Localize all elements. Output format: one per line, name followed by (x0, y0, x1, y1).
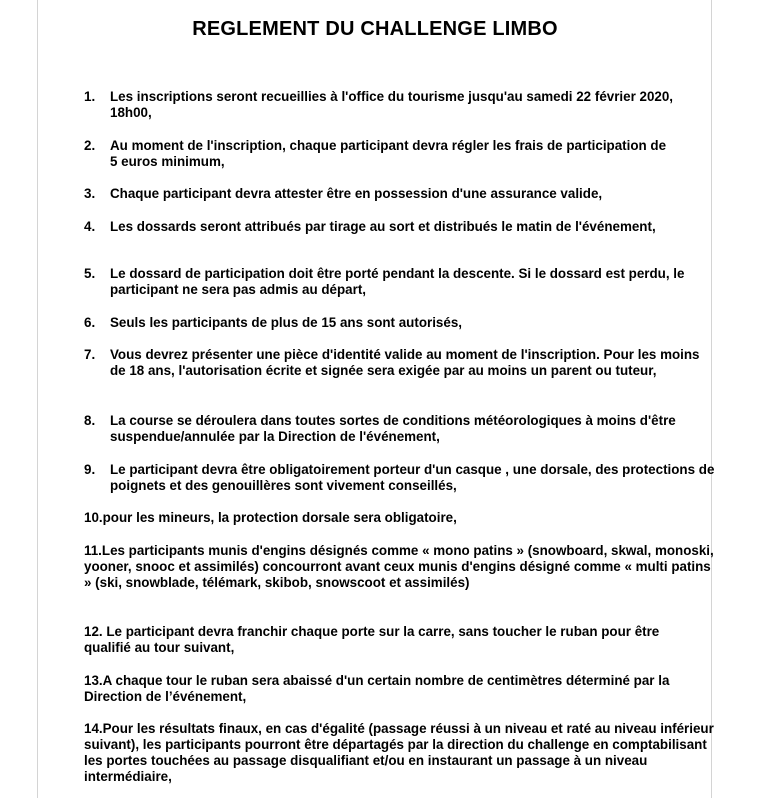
rule-item-8 (84, 413, 690, 445)
rule-number: 11. (84, 543, 102, 558)
rule-number: 7. (84, 347, 96, 362)
rule-item-12 (84, 624, 699, 656)
rule-number: 3. (84, 186, 96, 201)
rule-item-5 (84, 266, 700, 298)
rule-item-3 (84, 186, 710, 202)
rule-text: Chaque participant devra attester être en possession d'une assurance valide, (110, 186, 603, 201)
rule-item-14 (84, 721, 719, 785)
rule-item-4 (84, 219, 670, 235)
rule-text-body: Pour les résultats finaux, en cas d'égalité (passage réussi à un niveau et raté au niveau inférieur suivant), les participants pourront être départagés par la direction du challenge en comptabilisant les portes touchées au passage disqualifiant et/ou en instaurant un passage à un niveau intermédiaire, (84, 721, 714, 784)
rule-text: Les inscriptions seront recueillies à l'office du tourisme jusqu'au samedi 22 février 2020, 18h00, (110, 89, 674, 120)
rule-number: 10. (84, 510, 103, 525)
rule-text (84, 721, 719, 785)
rule-number: 12. (84, 624, 103, 639)
rule-item-2 (84, 138, 670, 170)
rule-item-7 (84, 347, 705, 379)
rule-text: Le participant devra être obligatoirement porteur d'un casque , une dorsale, des protections de poignets et des genouillères sont vivement conseillés, (110, 462, 715, 493)
rule-text: Au moment de l'inscription, chaque participant devra régler les frais de participation de 5 euros minimum, (110, 138, 667, 169)
rule-item-6 (84, 315, 700, 331)
rule-item-9 (84, 462, 715, 494)
rule-text-body: Le participant devra franchir chaque porte sur la carre, sans toucher le ruban pour être qualifié au tour suivant, (84, 624, 660, 655)
rule-number: 9. (84, 462, 96, 477)
rule-number: 1. (84, 89, 96, 104)
rule-number: 14. (84, 721, 103, 736)
rule-text (84, 543, 714, 591)
rule-text-body: Les participants munis d'engins désignés comme « mono patins » (snowboard, skwal, monoski, yooner, snooc et assimilés) concourront avant ceux munis d'engins désigné comme « multi patins » (ski, snowblade, télémark, skibob, snowscoot et assimilés) (84, 543, 714, 590)
rule-text: Les dossards seront attribués par tirage au sort et distribués le matin de l'événement, (110, 219, 656, 234)
rule-number: 6. (84, 315, 96, 330)
rule-item-11 (84, 543, 714, 591)
rule-item-10 (84, 510, 704, 526)
document-title: REGLEMENT DU CHALLENGE LIMBO (192, 18, 558, 40)
rule-text: Vous devrez présenter une pièce d'identité valide au moment de l'inscription. Pour les moins de 18 ans, l'autorisation écrite et signée sera exigée par au moins un parent ou tuteur, (110, 347, 700, 378)
rule-text-body: pour les mineurs, la protection dorsale sera obligatoire, (102, 510, 457, 525)
rule-text (84, 624, 699, 656)
rule-number: 13. (84, 673, 103, 688)
rule-text: Seuls les participants de plus de 15 ans sont autorisés, (110, 315, 462, 330)
rule-number: 8. (84, 413, 96, 428)
rule-text (84, 673, 674, 705)
rule-text-body: A chaque tour le ruban sera abaissé d'un certain nombre de centimètres déterminé par la Direction de l’événement, (84, 673, 670, 704)
rule-text (84, 510, 704, 526)
rule-number: 4. (84, 219, 96, 234)
rule-number: 2. (84, 138, 96, 153)
rule-item-13 (84, 673, 674, 705)
rule-text: Le dossard de participation doit être porté pendant la descente. Si le dossard est perdu, le participant ne sera pas admis au départ, (110, 266, 685, 297)
rule-item-1 (84, 89, 700, 121)
rule-text: La course se déroulera dans toutes sortes de conditions météorologiques à moins d'être suspendue/annulée par la Direction de l'événement, (110, 413, 676, 444)
rule-number: 5. (84, 266, 96, 281)
